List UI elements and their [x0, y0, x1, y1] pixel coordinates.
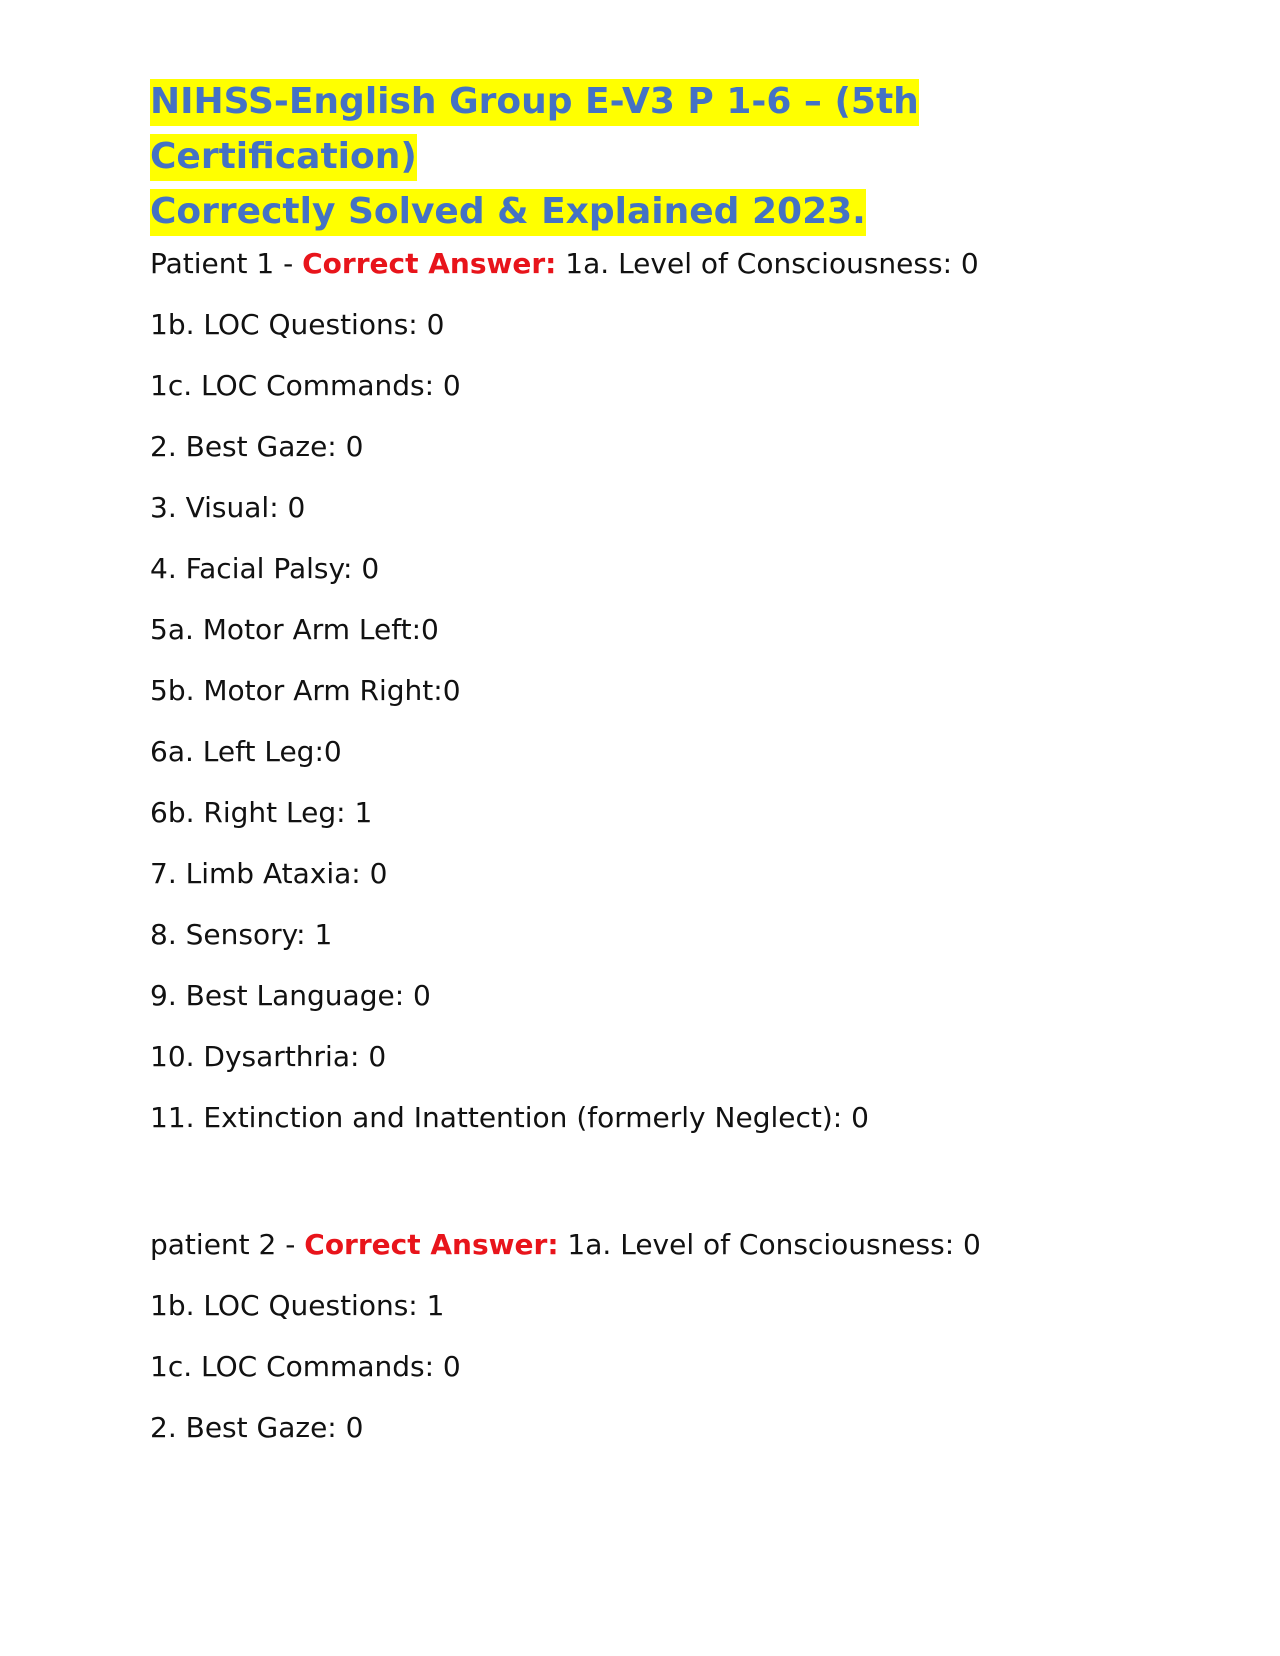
patient-1-item: 6a. Left Leg:0 — [150, 735, 342, 768]
patient-2-item: 1b. LOC Questions: 1 — [150, 1289, 445, 1322]
patient-1-item: 1b. LOC Questions: 0 — [150, 308, 445, 341]
patient-1-item: 5a. Motor Arm Left:0 — [150, 613, 439, 646]
patient-1-item: 6b. Right Leg: 1 — [150, 796, 373, 829]
patient-1-item: 10. Dysarthria: 0 — [150, 1040, 387, 1073]
patient-2-item: 1c. LOC Commands: 0 — [150, 1350, 461, 1383]
patient-2-label: patient 2 - — [150, 1228, 305, 1261]
patient-1-item: 8. Sensory: 1 — [150, 918, 333, 951]
patient-1-item: 4. Facial Palsy: 0 — [150, 552, 380, 585]
patient-2-header — [150, 1221, 1150, 1282]
patient-1-label: Patient 1 - — [150, 247, 303, 280]
patient-1-section — [150, 240, 1150, 1155]
patient-1-item: 2. Best Gaze: 0 — [150, 430, 364, 463]
patient-1-item: 1c. LOC Commands: 0 — [150, 369, 461, 402]
correct-answer-label: Correct Answer: — [302, 247, 557, 280]
title-line-1: NIHSS-English Group E-V3 P 1-6 – (5th Certification) — [150, 79, 919, 181]
patient-1-item: 11. Extinction and Inattention (formerly Neglect): 0 — [150, 1101, 869, 1134]
patient-1-header — [150, 240, 1150, 301]
patient-1-item: 9. Best Language: 0 — [150, 979, 431, 1012]
document-title — [150, 74, 1150, 239]
patient-2-item: 2. Best Gaze: 0 — [150, 1411, 364, 1444]
patient-2-section — [150, 1221, 1150, 1465]
patient-1-item: 7. Limb Ataxia: 0 — [150, 857, 388, 890]
patient-2-first-item: 1a. Level of Consciousness: 0 — [558, 1228, 981, 1261]
correct-answer-label: Correct Answer: — [304, 1228, 559, 1261]
title-line-2: Correctly Solved & Explained 2023. — [150, 189, 866, 236]
patient-1-item: 3. Visual: 0 — [150, 491, 306, 524]
patient-1-item: 5b. Motor Arm Right:0 — [150, 674, 461, 707]
patient-1-first-item: 1a. Level of Consciousness: 0 — [556, 247, 979, 280]
